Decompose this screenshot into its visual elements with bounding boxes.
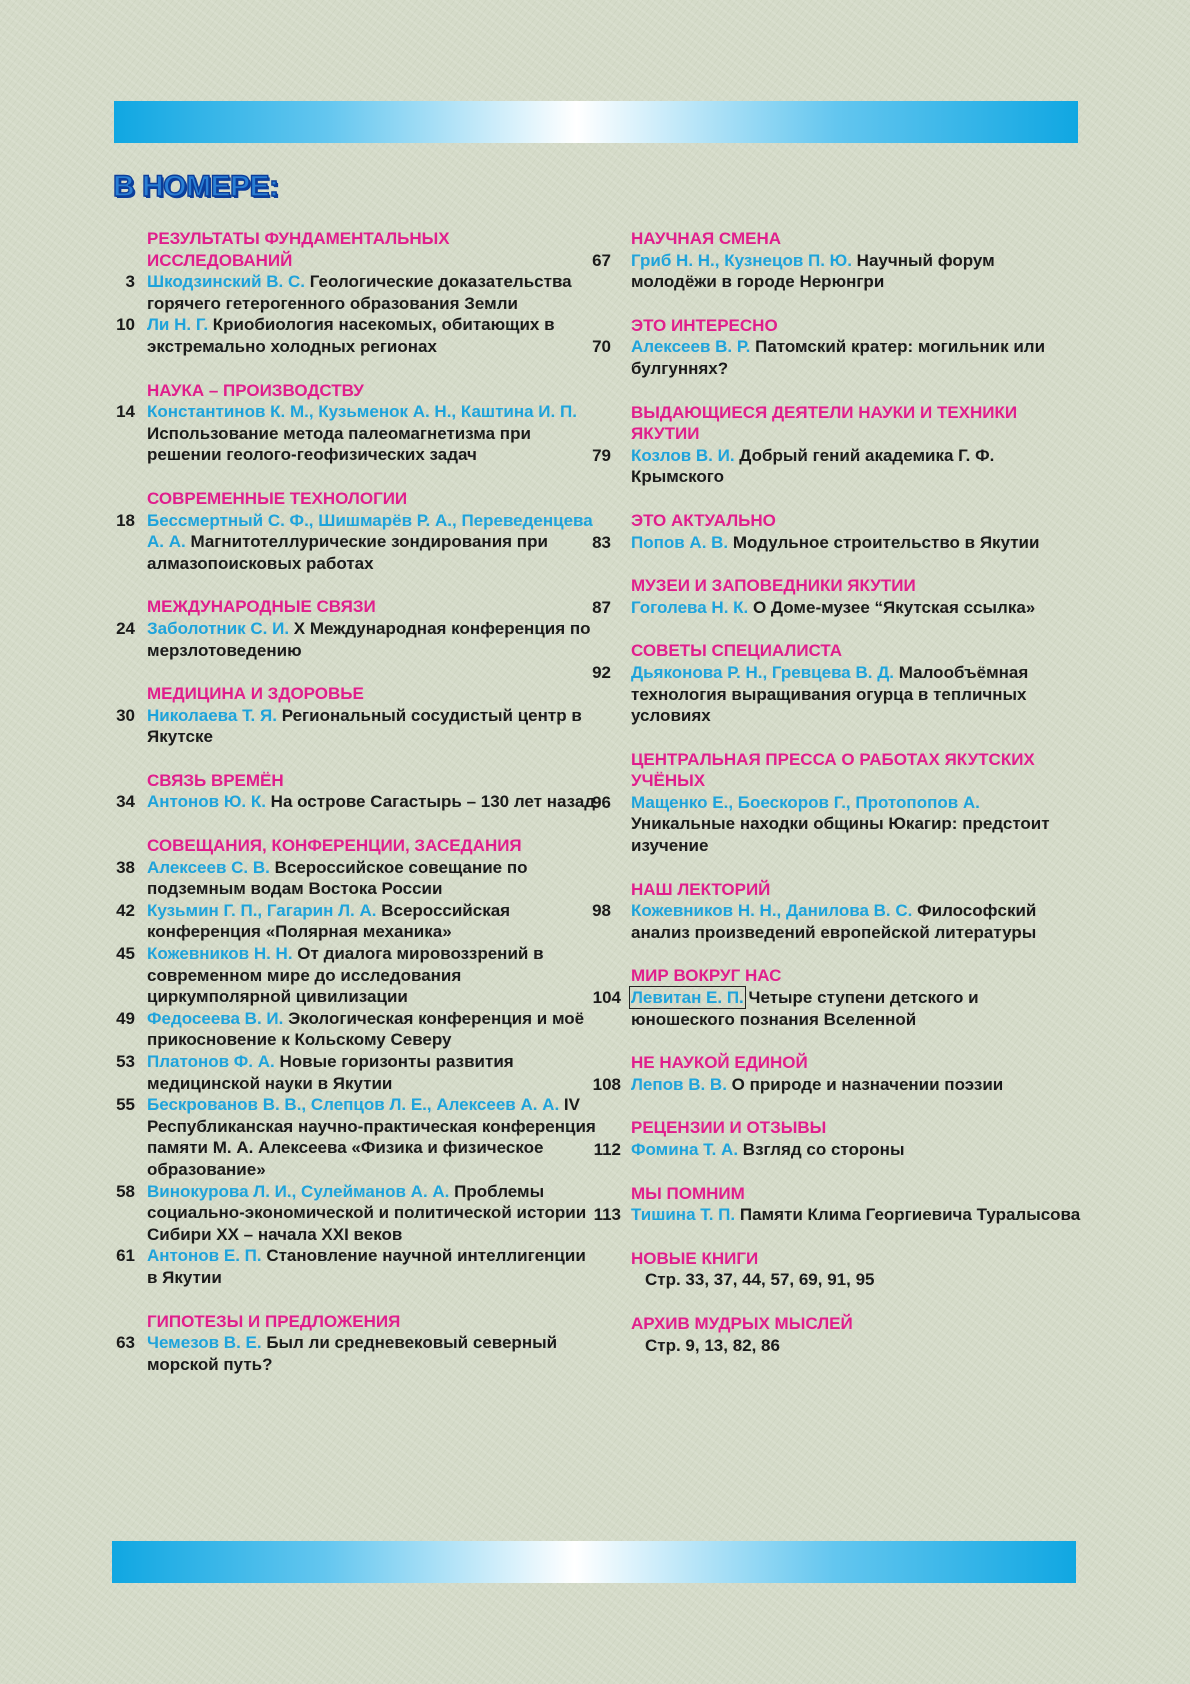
page-number: 18 xyxy=(116,510,135,530)
toc-entry[interactable] xyxy=(113,1245,598,1288)
toc-entry[interactable] xyxy=(113,857,598,900)
section-title: АРХИВ МУДРЫХ МЫСЛЕЙ xyxy=(631,1313,853,1333)
entry-title: Философский анализ произведений европейской литературы xyxy=(631,901,1037,942)
entry-authors: Чемезов В. Е. xyxy=(147,1333,262,1353)
page-list: Стр. 33, 37, 44, 57, 69, 91, 95 xyxy=(645,1270,875,1290)
entry-authors: Дьяконова Р. Н., Гревцева В. Д. xyxy=(631,662,895,682)
entry-title: Региональный сосудистый центр в Якутске xyxy=(147,705,582,747)
entry-authors: Антонов Ю. К. xyxy=(147,792,266,812)
entry-title: Экологическая конференция и моё прикосновение к Кольскому Северу xyxy=(147,1008,585,1050)
page-number: 34 xyxy=(116,792,135,812)
toc-entry[interactable] xyxy=(593,1204,1083,1226)
entry-title: Модульное строительство в Якутии xyxy=(732,532,1040,552)
entry-title: Проблемы социально-экономической и политической истории Сибири XX – начала XXI веков xyxy=(147,1181,587,1244)
toc-entry[interactable] xyxy=(113,271,598,314)
toc-section xyxy=(597,1313,1083,1356)
toc-entry[interactable] xyxy=(592,597,1083,619)
section-title: СВЯЗЬ ВРЕМЁН xyxy=(147,770,284,790)
page-number: 55 xyxy=(116,1095,135,1115)
section-title: НАШ ЛЕКТОРИЙ xyxy=(631,879,771,899)
toc-entry[interactable] xyxy=(113,1181,598,1246)
page-number: 92 xyxy=(592,662,611,682)
entry-authors-selected[interactable]: Левитан Е. П. xyxy=(631,988,744,1008)
section-title: ЭТО ИНТЕРЕСНО xyxy=(631,315,778,335)
entry-title: Новые горизонты развития медицинской науки в Якутии xyxy=(147,1052,514,1093)
entry-authors: Попов А. В. xyxy=(631,532,729,552)
entry-authors: Кузьмин Г. П., Гагарин Л. А. xyxy=(147,900,377,920)
toc-section xyxy=(593,1183,1083,1226)
section-title: МЫ ПОМНИМ xyxy=(631,1183,745,1203)
page-number: 42 xyxy=(116,900,135,920)
toc-entry[interactable] xyxy=(113,1332,598,1375)
section-title: ЭТО АКТУАЛЬНО xyxy=(631,510,776,530)
section-title: ЦЕНТРАЛЬНАЯ ПРЕССА О РАБОТАХ ЯКУТСКИХ УЧЁНЫХ xyxy=(631,749,1035,791)
toc-section xyxy=(113,596,598,661)
toc-entry[interactable] xyxy=(593,1139,1083,1161)
entry-authors: Гриб Н. Н., Кузнецов П. Ю. xyxy=(631,250,852,270)
toc-left-column xyxy=(113,228,598,1397)
entry-title: О природе и назначении поэзии xyxy=(731,1074,1004,1094)
toc-section xyxy=(592,965,1083,1030)
toc-section xyxy=(113,380,598,466)
page-number: 24 xyxy=(116,618,135,638)
toc-section xyxy=(593,1117,1083,1160)
entry-title: X Международная конференция по мерзлотоведению xyxy=(147,618,591,660)
page-heading: В НОМЕРЕ: xyxy=(113,170,279,203)
toc-entry[interactable] xyxy=(113,618,598,661)
page-number: 58 xyxy=(116,1181,135,1201)
page-number: 112 xyxy=(593,1140,621,1159)
entry-title: Магнитотеллурические зондирования при алмазопоисковых работах xyxy=(147,532,548,573)
entry-authors: Бескрованов В. В., Слепцов Л. Е., Алексеев А. А. xyxy=(147,1095,560,1115)
toc-entry[interactable] xyxy=(113,1051,598,1094)
entry-authors: Кожевников Н. Н. xyxy=(147,944,293,964)
section-title: МУЗЕИ И ЗАПОВЕДНИКИ ЯКУТИИ xyxy=(631,576,916,596)
entry-title: О Доме-музее “Якутская ссылка» xyxy=(752,597,1036,617)
toc-section xyxy=(592,510,1083,553)
entry-title: Уникальные находки общины Юкагир: предстоит изучение xyxy=(631,814,1050,856)
toc-entry[interactable] xyxy=(113,943,598,1008)
entry-title: На острове Сагастырь – 130 лет назад xyxy=(270,792,596,812)
page-number: 38 xyxy=(116,857,135,877)
toc-section xyxy=(113,228,598,358)
page-number: 113 xyxy=(593,1205,621,1225)
page-number: 83 xyxy=(592,532,611,552)
toc-entry[interactable] xyxy=(592,1074,1083,1096)
section-title: РЕЗУЛЬТАТЫ ФУНДАМЕНТАЛЬНЫХ ИССЛЕДОВАНИЙ xyxy=(147,229,450,270)
toc-entry[interactable] xyxy=(113,510,598,575)
entry-authors: Винокурова Л. И., Сулейманов А. А. xyxy=(147,1181,450,1201)
page-number: 53 xyxy=(116,1052,135,1071)
toc-section xyxy=(113,1311,598,1376)
section-title: СОВРЕМЕННЫЕ ТЕХНОЛОГИИ xyxy=(147,488,408,508)
toc-section xyxy=(592,575,1083,618)
page-number: 104 xyxy=(592,988,621,1008)
toc-section xyxy=(592,749,1083,857)
section-title: НАУЧНАЯ СМЕНА xyxy=(631,229,782,248)
toc-entry[interactable] xyxy=(592,532,1083,554)
entry-title: Малообъёмная технология выращивания огурца в тепличных условиях xyxy=(631,662,1029,726)
entry-authors: Заболотник С. И. xyxy=(147,618,290,638)
entry-authors: Шкодзинский В. С. xyxy=(147,272,306,292)
section-title: МЕДИЦИНА И ЗДОРОВЬЕ xyxy=(147,684,364,704)
entry-authors: Николаева Т. Я. xyxy=(147,705,277,725)
toc-entry[interactable] xyxy=(592,445,1083,488)
toc-section xyxy=(113,770,598,813)
page-number: 98 xyxy=(592,901,611,921)
entry-authors: Алексеев В. Р. xyxy=(631,337,751,357)
entry-authors: Фомина Т. А. xyxy=(631,1140,739,1159)
section-title: НАУКА – ПРОИЗВОДСТВУ xyxy=(147,380,364,400)
entry-title: Добрый гений академика Г. Ф. Крымского xyxy=(631,445,995,487)
entry-title: Патомский кратер: могильник или булгуннях? xyxy=(631,337,1046,378)
section-title: РЕЦЕНЗИИ И ОТЗЫВЫ xyxy=(631,1118,827,1138)
entry-authors: Константинов К. М., Кузьменок А. Н., Каштина И. П. xyxy=(147,402,577,422)
page-number: 67 xyxy=(592,250,611,270)
entry-title: Памяти Клима Георгиевича Туралысова xyxy=(739,1205,1081,1225)
page-number: 61 xyxy=(116,1246,135,1266)
entry-title: Четыре ступени детского и юношеского познания Вселенной xyxy=(631,988,979,1029)
entry-title: IV Республиканская научно-практическая конференция памяти М. А. Алексеева «Физика и физическое образование» xyxy=(147,1095,596,1179)
page-number: 45 xyxy=(116,944,135,964)
toc-entry[interactable] xyxy=(592,662,1083,727)
toc-section xyxy=(592,402,1083,488)
section-title: ГИПОТЕЗЫ И ПРЕДЛОЖЕНИЯ xyxy=(147,1311,401,1331)
page-number: 49 xyxy=(116,1008,135,1028)
page-number: 63 xyxy=(116,1333,135,1353)
toc-section xyxy=(592,640,1083,726)
toc-section xyxy=(113,835,598,1288)
section-title: НЕ НАУКОЙ ЕДИНОЙ xyxy=(631,1053,808,1073)
section-title: МИР ВОКРУГ НАС xyxy=(631,966,782,986)
entry-authors: Мащенко Е., Боескоров Г., Протопопов А. xyxy=(631,792,980,812)
page-list: Стр. 9, 13, 82, 86 xyxy=(645,1335,780,1355)
toc-entry[interactable] xyxy=(592,987,1083,1030)
entry-authors: Алексеев С. В. xyxy=(147,857,270,877)
entry-title: Криобиология насекомых, обитающих в экстремально холодных регионах xyxy=(147,315,555,356)
toc-section xyxy=(592,879,1083,944)
bottom-decorative-band xyxy=(112,1541,1076,1583)
entry-authors: Гоголева Н. К. xyxy=(631,597,749,617)
section-title: ВЫДАЮЩИЕСЯ ДЕЯТЕЛИ НАУКИ И ТЕХНИКИ ЯКУТИИ xyxy=(631,402,1018,444)
page-number: 70 xyxy=(592,337,611,357)
toc-entry[interactable] xyxy=(113,1094,598,1180)
page-number: 79 xyxy=(592,445,611,465)
entry-authors: Тишина Т. П. xyxy=(631,1205,736,1225)
entry-title: Всероссийское совещание по подземным водам Востока России xyxy=(147,857,528,899)
toc-section xyxy=(113,488,598,574)
entry-authors: Платонов Ф. А. xyxy=(147,1052,275,1071)
section-title: НОВЫЕ КНИГИ xyxy=(631,1248,759,1268)
entry-authors: Ли Н. Г. xyxy=(147,315,209,335)
entry-title: Взгляд со стороны xyxy=(742,1140,905,1159)
entry-authors: Лепов В. В. xyxy=(631,1074,727,1094)
entry-title: Всероссийская конференция «Полярная механика» xyxy=(147,900,511,942)
toc-right-column xyxy=(592,228,1083,1378)
entry-authors: Козлов В. И. xyxy=(631,445,735,465)
page-number: 14 xyxy=(116,402,135,422)
entry-title: Научный форум молодёжи в городе Нерюнгри xyxy=(631,250,995,292)
toc-entry[interactable] xyxy=(113,705,598,748)
top-decorative-band xyxy=(114,101,1078,143)
page-number: 108 xyxy=(592,1074,621,1094)
page-number: 30 xyxy=(116,705,135,725)
entry-title: Становление научной интеллигенции в Якутии xyxy=(147,1246,586,1287)
section-title: СОВЕЩАНИЯ, КОНФЕРЕНЦИИ, ЗАСЕДАНИЯ xyxy=(147,836,522,856)
entry-title: Использование метода палеомагнетизма при решении геолого-геофизических задач xyxy=(147,423,531,465)
toc-section xyxy=(592,1052,1083,1095)
entry-authors: Федосеева В. И. xyxy=(147,1008,284,1028)
toc-section xyxy=(592,315,1083,380)
entry-authors: Антонов Е. П. xyxy=(147,1246,262,1266)
toc-entry[interactable] xyxy=(113,401,598,466)
toc-section xyxy=(597,1248,1083,1291)
toc-entry[interactable] xyxy=(113,1008,598,1051)
entry-title: Был ли средневековый северный морской путь? xyxy=(147,1333,558,1374)
page-number: 3 xyxy=(125,272,135,292)
toc-entry[interactable] xyxy=(592,792,1083,857)
toc-entry[interactable] xyxy=(113,314,598,357)
toc-entry[interactable] xyxy=(113,791,598,813)
toc-entry[interactable] xyxy=(113,900,598,943)
toc-entry[interactable] xyxy=(592,336,1083,379)
page-number: 10 xyxy=(116,315,135,335)
section-title: МЕЖДУНАРОДНЫЕ СВЯЗИ xyxy=(147,597,376,617)
entry-title: От диалога мировоззрений в современном мире до исследования циркумполярной цивилизации xyxy=(147,944,544,1007)
page-number: 96 xyxy=(592,792,611,812)
page-number: 87 xyxy=(592,597,611,617)
section-title: СОВЕТЫ СПЕЦИАЛИСТА xyxy=(631,641,842,661)
entry-title: Геологические доказательства горячего гетерогенного образования Земли xyxy=(147,272,572,313)
toc-section xyxy=(113,683,598,748)
toc-section xyxy=(592,228,1083,293)
toc-entry[interactable] xyxy=(592,900,1083,943)
toc-entry[interactable] xyxy=(592,250,1083,293)
entry-authors: Кожевников Н. Н., Данилова В. С. xyxy=(631,901,913,921)
entry-authors: Бессмертный С. Ф., Шишмарёв Р. А., Переведенцева А. А. xyxy=(147,510,593,552)
